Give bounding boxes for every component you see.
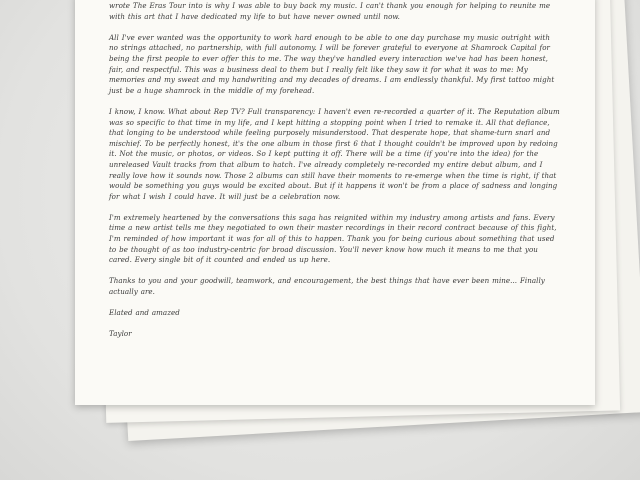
letter-signature: Taylor <box>109 329 132 339</box>
letter-paragraph-5: Thanks to you and your goodwill, teamwork, and encouragement, the best things that have ever been mine... Finally actually are. <box>109 276 545 297</box>
letter-page <box>75 0 595 405</box>
letter-paragraph-4: I'm extremely heartened by the conversations this saga has reignited within my industry among artists and fans. Every time a new artist tells me they negotiated to own their master recordings in their record contract because of this fight, I'm reminded of how important it was for all of this to happen. Thank you for being curious about something that used to be thought of as too industry-centric for broad discussion. You'll never know how much it means to me that you cared. Every single bit of it counted and ended us up here. <box>109 212 557 265</box>
letter-paragraph-1: wrote The Eras Tour into is why I was able to buy back my music. I can't thank you enough for helping to reunite me with this art that I have dedicated my life to but have never owned until now. <box>109 1 551 21</box>
letter-paragraph-2: All I've ever wanted was the opportunity to work hard enough to be able to one day purchase my music outright with no strings attached, no partnership, with full autonomy. I will be forever grateful to everyone at Shamrock Capital for being the first people to ever offer this to me. The way they've handled every interaction we've had has been honest, fair, and respectful. This was a business deal to them but I really felt like they saw it for what it was to me: My memories and my sweat and my handwriting and my decades of dreams. I am endlessly thankful. My first tattoo might just be a huge shamrock in the middle of my forehead. <box>109 32 555 95</box>
letter-paragraph-3: I know, I know. What about Rep TV? Full transparency: I haven't even re-recorded a quarter of it. The Reputation album was so specific to that time in my life, and I kept hitting a stopping point when I tried to remake it. All that defiance, that longing to be understood while feeling purposely misunderstood. That desperate hope, that shame-turn snarl and mischief. To be perfectly honest, it's the one album in those first 6 that I thought couldn't be improved upon by redoing it. Not the music, or photos, or videos. So I kept putting it off. There will be a time (if you're into the idea) for the unreleased Vault tracks from that album to hatch. I've already completely re-recorded my entire debut album, and I really love how it sounds now. Those 2 albums can still have their moments to re-emerge when the time is right, if that would be something you guys would be excited about. But if it happens it won't be from a place of sadness and longing for what I wish I could have. It will just be a celebration now. <box>109 106 560 201</box>
letter-closing: Elated and amazed <box>109 308 180 318</box>
handwritten-letter <box>109 0 561 351</box>
